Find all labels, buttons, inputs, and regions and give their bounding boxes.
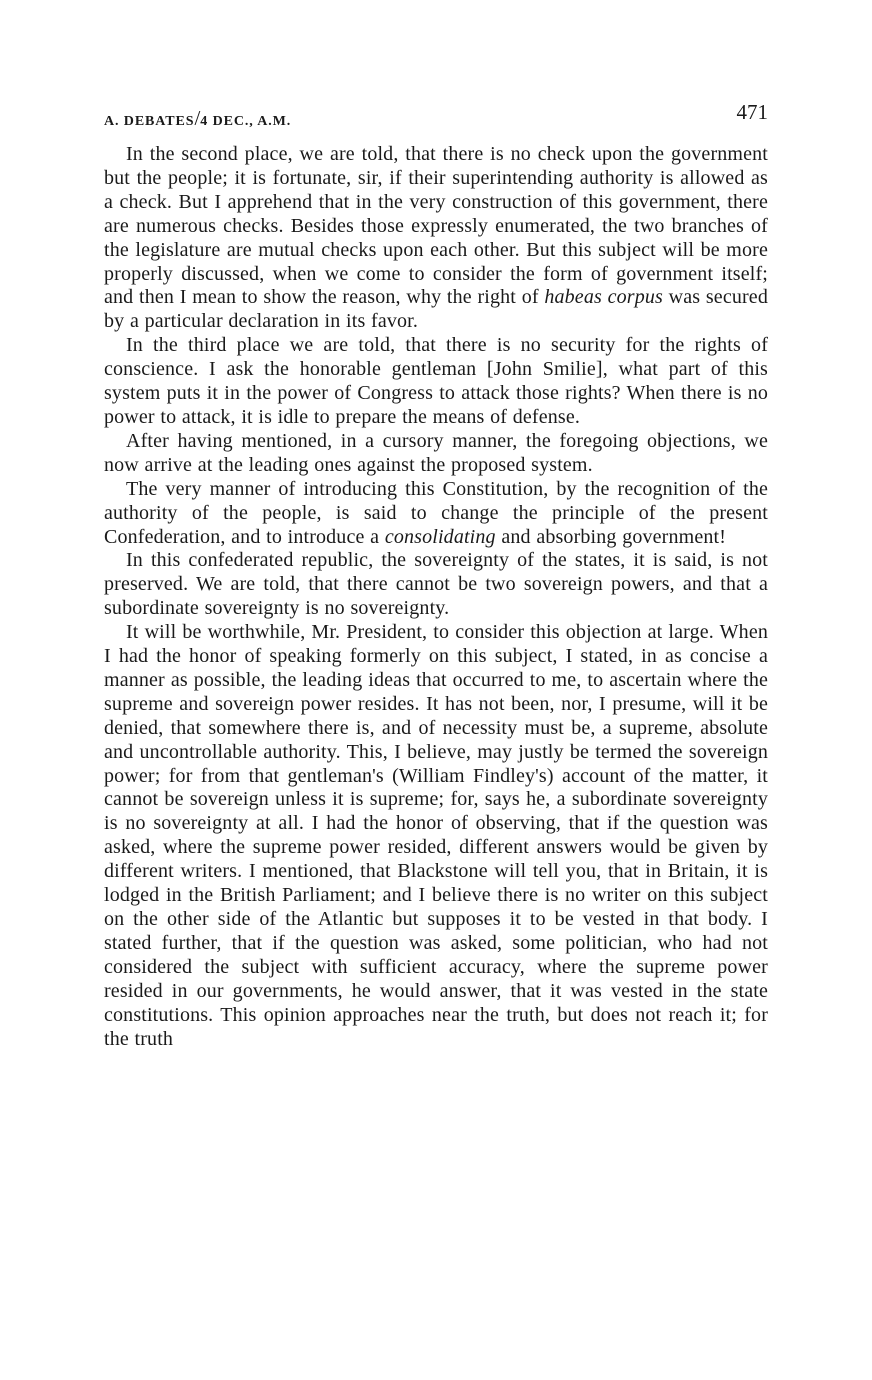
paragraph-habeas-corpus xyxy=(104,143,768,334)
running-head xyxy=(104,100,768,130)
running-head-section: A. DEBATES xyxy=(104,114,195,129)
paragraph-consolidating-government xyxy=(104,478,768,550)
paragraph-text: and absorbing government! xyxy=(495,525,727,548)
running-head-date: 4 DEC., A.M. xyxy=(200,114,292,129)
paragraph-text: The very manner of introducing this Constitution, by the recognition of the authority of the people, is said to change the principle of the present Confederation, and to introduce a xyxy=(104,477,768,548)
paragraph-text: After having mentioned, in a cursory manner, the foregoing objections, we now arrive at the leading ones against the proposed system. xyxy=(104,429,768,476)
body-text xyxy=(104,143,768,1051)
paragraph-text: In this confederated republic, the sovereignty of the states, it is said, is not preserved. We are told, that there cannot be two sovereign powers, and that a subordinate sovereignty is no sovereignty. xyxy=(104,549,768,620)
running-head-title xyxy=(104,106,291,131)
italic-term-habeas-corpus: habeas corpus xyxy=(544,286,663,309)
paragraph-leading-objections xyxy=(104,430,768,478)
paragraph-supreme-power xyxy=(104,621,768,1051)
paragraph-sovereignty-of-states xyxy=(104,549,768,621)
paragraph-text: In the third place we are told, that there is no security for the rights of conscience. I ask the honorable gentleman [John Smilie], what part of this system puts it in the power of Congress to attack those rights? When there is no power to attack, it is idle to prepare the means of defense. xyxy=(104,334,768,428)
paragraph-text: was secured by a particular declaration in its favor. xyxy=(104,286,768,333)
page-number: 471 xyxy=(736,100,768,124)
paragraph-text: In the second place, we are told, that there is no check upon the government but the people; it is fortunate, sir, if their superintending authority is allowed as a check. But I apprehend that in the very construction of this government, there are numerous checks. Besides those expressly enumerated, the two branches of the legislature are mutual checks upon each other. But this subject will be more properly discussed, when we come to consider the form of government itself; and then I mean to show the reason, why the right of xyxy=(104,143,768,309)
paragraph-rights-of-conscience xyxy=(104,334,768,430)
italic-term-consolidating: consolidating xyxy=(384,525,496,548)
paragraph-text: It will be worthwhile, Mr. President, to consider this objection at large. When I had the honor of speaking formerly on this subject, I stated, in as concise a manner as possible, the leading ideas that occurred to me, to ascertain where the supreme and sovereign power resides. It has not been, nor, I presume, will it be denied, that somewhere there is, and of necessity must be, a supreme, absolute and uncontrollable authority. This, I believe, may justly be termed the sovereign power; for from that gentleman's (William Findley's) account of the matter, it cannot be sovereign unless it is supreme; for, says he, a subordinate sovereignty is no sovereignty at all. I had the honor of observing, that if the question was asked, where the supreme power resided, different answers would be given by different writers. I mentioned, that Blackstone will tell you, that in Britain, it is lodged in the British Parliament; and I believe there is no writer on this subject on the other side of the Atlantic but supposes it to be vested in that body. I stated further, that if the question was asked, some politician, who had not considered the subject with sufficient accuracy, where the supreme power resided in our governments, he would answer, that it was vested in the state constitutions. This opinion approaches near the truth, but does not reach it; for the truth xyxy=(104,621,768,1050)
running-head-separator: / xyxy=(194,106,201,130)
